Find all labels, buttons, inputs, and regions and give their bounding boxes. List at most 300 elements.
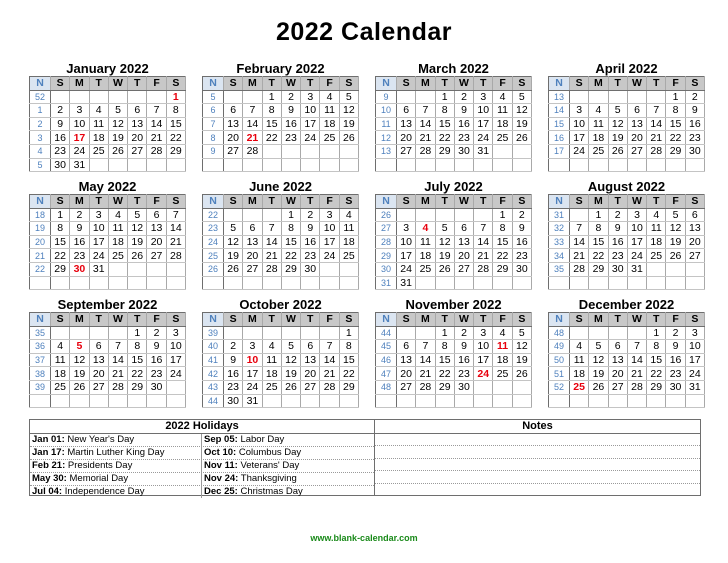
day-cell[interactable]: 23 (608, 249, 627, 263)
day-cell[interactable]: 7 (320, 340, 339, 354)
day-cell[interactable]: 31 (627, 262, 646, 276)
day-cell[interactable]: 8 (666, 104, 685, 118)
day-cell[interactable]: 14 (474, 235, 493, 249)
day-cell[interactable]: 18 (89, 131, 108, 145)
day-cell[interactable]: 13 (243, 235, 262, 249)
day-cell[interactable]: 24 (474, 367, 493, 381)
day-cell[interactable]: 30 (685, 144, 704, 158)
day-cell[interactable]: 5 (281, 340, 300, 354)
day-cell[interactable]: 5 (435, 222, 454, 236)
day-cell[interactable]: 4 (493, 326, 512, 340)
day-cell[interactable]: 17 (570, 131, 589, 145)
day-cell[interactable]: 2 (51, 104, 70, 118)
day-cell[interactable]: 24 (89, 249, 108, 263)
day-cell[interactable]: 14 (108, 353, 127, 367)
day-cell[interactable]: 21 (320, 367, 339, 381)
day-cell[interactable]: 18 (262, 367, 281, 381)
day-cell[interactable]: 22 (51, 249, 70, 263)
day-cell[interactable]: 11 (416, 235, 435, 249)
day-cell[interactable]: 8 (339, 340, 358, 354)
day-cell[interactable]: 16 (281, 117, 300, 131)
day-cell[interactable]: 3 (474, 90, 493, 104)
day-cell[interactable]: 3 (627, 208, 646, 222)
day-cell[interactable]: 23 (70, 249, 89, 263)
day-cell[interactable]: 27 (89, 380, 108, 394)
day-cell[interactable]: 14 (243, 117, 262, 131)
day-cell[interactable]: 24 (301, 131, 320, 145)
day-cell[interactable]: 25 (108, 249, 127, 263)
day-cell[interactable]: 15 (493, 235, 512, 249)
day-cell[interactable]: 25 (493, 131, 512, 145)
day-cell[interactable]: 27 (397, 144, 416, 158)
day-cell[interactable]: 8 (435, 104, 454, 118)
day-cell[interactable]: 7 (166, 208, 185, 222)
day-cell[interactable]: 3 (89, 208, 108, 222)
day-cell[interactable]: 24 (685, 367, 704, 381)
day-cell[interactable]: 3 (301, 90, 320, 104)
day-cell[interactable]: 12 (512, 340, 531, 354)
day-cell[interactable]: 8 (128, 340, 147, 354)
day-cell[interactable]: 24 (474, 131, 493, 145)
day-cell[interactable]: 21 (416, 131, 435, 145)
day-cell[interactable]: 14 (570, 235, 589, 249)
day-cell[interactable]: 26 (608, 144, 627, 158)
day-cell[interactable]: 14 (262, 235, 281, 249)
day-cell[interactable]: 22 (589, 249, 608, 263)
day-cell[interactable]: 13 (627, 117, 646, 131)
day-cell[interactable]: 27 (147, 249, 166, 263)
day-cell[interactable]: 4 (320, 90, 339, 104)
day-cell[interactable]: 24 (166, 367, 185, 381)
day-cell[interactable]: 13 (224, 117, 243, 131)
day-cell[interactable]: 26 (512, 367, 531, 381)
day-cell[interactable]: 22 (166, 131, 185, 145)
day-cell[interactable]: 12 (339, 104, 358, 118)
day-cell[interactable]: 1 (339, 326, 358, 340)
day-cell[interactable]: 8 (647, 340, 666, 354)
day-cell[interactable]: 18 (647, 235, 666, 249)
day-cell[interactable]: 4 (570, 340, 589, 354)
day-cell[interactable]: 19 (512, 117, 531, 131)
day-cell[interactable]: 17 (474, 353, 493, 367)
day-cell[interactable]: 24 (627, 249, 646, 263)
day-cell[interactable]: 13 (397, 353, 416, 367)
day-cell[interactable]: 2 (301, 208, 320, 222)
day-cell[interactable]: 30 (512, 262, 531, 276)
day-cell[interactable]: 9 (301, 222, 320, 236)
day-cell[interactable]: 7 (416, 340, 435, 354)
day-cell[interactable]: 19 (224, 249, 243, 263)
day-cell[interactable]: 22 (435, 131, 454, 145)
day-cell[interactable]: 18 (493, 353, 512, 367)
day-cell[interactable]: 25 (51, 380, 70, 394)
day-cell[interactable]: 23 (454, 367, 473, 381)
day-cell[interactable]: 15 (435, 353, 454, 367)
day-cell[interactable]: 1 (435, 326, 454, 340)
day-cell[interactable]: 26 (666, 249, 685, 263)
day-cell[interactable]: 23 (685, 131, 704, 145)
day-cell[interactable]: 16 (512, 235, 531, 249)
day-cell[interactable]: 22 (339, 367, 358, 381)
day-cell[interactable]: 5 (512, 90, 531, 104)
day-cell[interactable]: 5 (589, 340, 608, 354)
day-cell[interactable]: 16 (301, 235, 320, 249)
day-cell[interactable]: 1 (128, 326, 147, 340)
day-cell[interactable]: 28 (416, 144, 435, 158)
day-cell[interactable]: 28 (108, 380, 127, 394)
day-cell[interactable]: 28 (320, 380, 339, 394)
day-cell[interactable]: 18 (493, 117, 512, 131)
day-cell[interactable]: 12 (70, 353, 89, 367)
day-cell[interactable]: 10 (627, 222, 646, 236)
day-cell[interactable]: 23 (454, 131, 473, 145)
day-cell[interactable]: 25 (89, 144, 108, 158)
day-cell[interactable]: 3 (397, 222, 416, 236)
day-cell[interactable]: 10 (474, 340, 493, 354)
day-cell[interactable]: 29 (493, 262, 512, 276)
day-cell[interactable]: 6 (685, 208, 704, 222)
day-cell[interactable]: 4 (647, 208, 666, 222)
day-cell[interactable]: 31 (474, 144, 493, 158)
day-cell[interactable]: 27 (685, 249, 704, 263)
day-cell[interactable]: 11 (51, 353, 70, 367)
day-cell[interactable]: 11 (647, 222, 666, 236)
day-cell[interactable]: 12 (589, 353, 608, 367)
day-cell[interactable]: 21 (416, 367, 435, 381)
day-cell[interactable]: 6 (608, 340, 627, 354)
day-cell[interactable]: 21 (243, 131, 262, 145)
day-cell[interactable]: 5 (608, 104, 627, 118)
day-cell[interactable]: 27 (301, 380, 320, 394)
day-cell[interactable]: 19 (108, 131, 127, 145)
day-cell[interactable]: 24 (70, 144, 89, 158)
day-cell[interactable]: 20 (627, 131, 646, 145)
day-cell[interactable]: 7 (647, 104, 666, 118)
day-cell[interactable]: 25 (570, 380, 589, 394)
day-cell[interactable]: 29 (166, 144, 185, 158)
day-cell[interactable]: 19 (589, 367, 608, 381)
day-cell[interactable]: 24 (570, 144, 589, 158)
day-cell[interactable]: 28 (147, 144, 166, 158)
day-cell[interactable]: 25 (647, 249, 666, 263)
day-cell[interactable]: 11 (89, 117, 108, 131)
day-cell[interactable]: 6 (89, 340, 108, 354)
day-cell[interactable]: 25 (320, 131, 339, 145)
day-cell[interactable]: 8 (281, 222, 300, 236)
day-cell[interactable]: 18 (570, 367, 589, 381)
day-cell[interactable]: 30 (147, 380, 166, 394)
day-cell[interactable]: 16 (666, 353, 685, 367)
day-cell[interactable]: 10 (301, 104, 320, 118)
day-cell[interactable]: 3 (70, 104, 89, 118)
day-cell[interactable]: 15 (589, 235, 608, 249)
day-cell[interactable]: 16 (608, 235, 627, 249)
notes-line[interactable] (375, 471, 700, 483)
day-cell[interactable]: 19 (435, 249, 454, 263)
day-cell[interactable]: 21 (166, 235, 185, 249)
day-cell[interactable]: 9 (454, 104, 473, 118)
day-cell[interactable]: 15 (666, 117, 685, 131)
day-cell[interactable]: 27 (608, 380, 627, 394)
day-cell[interactable]: 1 (666, 90, 685, 104)
day-cell[interactable]: 19 (339, 117, 358, 131)
day-cell[interactable]: 5 (224, 222, 243, 236)
day-cell[interactable]: 9 (685, 104, 704, 118)
day-cell[interactable]: 6 (397, 340, 416, 354)
day-cell[interactable]: 2 (608, 208, 627, 222)
day-cell[interactable]: 17 (320, 235, 339, 249)
day-cell[interactable]: 28 (474, 262, 493, 276)
day-cell[interactable]: 15 (166, 117, 185, 131)
day-cell[interactable]: 12 (281, 353, 300, 367)
day-cell[interactable]: 23 (281, 131, 300, 145)
day-cell[interactable]: 5 (339, 90, 358, 104)
day-cell[interactable]: 26 (435, 262, 454, 276)
day-cell[interactable]: 24 (320, 249, 339, 263)
day-cell[interactable]: 20 (454, 249, 473, 263)
day-cell[interactable]: 19 (128, 235, 147, 249)
day-cell[interactable]: 4 (89, 104, 108, 118)
day-cell[interactable]: 30 (666, 380, 685, 394)
day-cell[interactable]: 13 (608, 353, 627, 367)
day-cell[interactable]: 10 (166, 340, 185, 354)
day-cell[interactable]: 6 (147, 208, 166, 222)
day-cell[interactable]: 27 (128, 144, 147, 158)
day-cell[interactable]: 26 (281, 380, 300, 394)
day-cell[interactable]: 13 (454, 235, 473, 249)
day-cell[interactable]: 12 (224, 235, 243, 249)
day-cell[interactable]: 19 (512, 353, 531, 367)
day-cell[interactable]: 18 (589, 131, 608, 145)
day-cell[interactable]: 20 (89, 367, 108, 381)
day-cell[interactable]: 7 (262, 222, 281, 236)
day-cell[interactable]: 12 (666, 222, 685, 236)
day-cell[interactable]: 21 (262, 249, 281, 263)
day-cell[interactable]: 29 (339, 380, 358, 394)
day-cell[interactable]: 14 (147, 117, 166, 131)
day-cell[interactable]: 26 (339, 131, 358, 145)
day-cell[interactable]: 20 (147, 235, 166, 249)
day-cell[interactable]: 1 (262, 90, 281, 104)
day-cell[interactable]: 27 (627, 144, 646, 158)
day-cell[interactable]: 15 (339, 353, 358, 367)
day-cell[interactable]: 16 (70, 235, 89, 249)
day-cell[interactable]: 18 (108, 235, 127, 249)
day-cell[interactable]: 7 (570, 222, 589, 236)
day-cell[interactable]: 10 (570, 117, 589, 131)
notes-line[interactable] (375, 459, 700, 471)
day-cell[interactable]: 4 (493, 90, 512, 104)
day-cell[interactable]: 18 (51, 367, 70, 381)
day-cell[interactable]: 21 (627, 367, 646, 381)
day-cell[interactable]: 3 (243, 340, 262, 354)
day-cell[interactable]: 1 (435, 90, 454, 104)
day-cell[interactable]: 27 (243, 262, 262, 276)
day-cell[interactable]: 16 (147, 353, 166, 367)
day-cell[interactable]: 31 (685, 380, 704, 394)
day-cell[interactable]: 4 (416, 222, 435, 236)
day-cell[interactable]: 3 (166, 326, 185, 340)
day-cell[interactable]: 25 (339, 249, 358, 263)
day-cell[interactable]: 1 (281, 208, 300, 222)
day-cell[interactable]: 21 (474, 249, 493, 263)
day-cell[interactable]: 29 (51, 262, 70, 276)
day-cell[interactable]: 18 (320, 117, 339, 131)
day-cell[interactable]: 14 (320, 353, 339, 367)
day-cell[interactable]: 7 (108, 340, 127, 354)
day-cell[interactable]: 8 (262, 104, 281, 118)
day-cell[interactable]: 19 (666, 235, 685, 249)
day-cell[interactable]: 1 (166, 90, 185, 104)
day-cell[interactable]: 6 (128, 104, 147, 118)
day-cell[interactable]: 7 (627, 340, 646, 354)
day-cell[interactable]: 31 (89, 262, 108, 276)
day-cell[interactable]: 22 (262, 131, 281, 145)
day-cell[interactable]: 8 (435, 340, 454, 354)
day-cell[interactable]: 20 (301, 367, 320, 381)
day-cell[interactable]: 17 (243, 367, 262, 381)
day-cell[interactable]: 8 (166, 104, 185, 118)
day-cell[interactable]: 26 (108, 144, 127, 158)
day-cell[interactable]: 28 (647, 144, 666, 158)
day-cell[interactable]: 16 (51, 131, 70, 145)
day-cell[interactable]: 30 (224, 394, 243, 408)
day-cell[interactable]: 5 (666, 208, 685, 222)
day-cell[interactable]: 8 (493, 222, 512, 236)
day-cell[interactable]: 28 (166, 249, 185, 263)
day-cell[interactable]: 1 (647, 326, 666, 340)
day-cell[interactable]: 6 (243, 222, 262, 236)
day-cell[interactable]: 17 (70, 131, 89, 145)
day-cell[interactable]: 20 (397, 367, 416, 381)
day-cell[interactable]: 19 (608, 131, 627, 145)
day-cell[interactable]: 9 (608, 222, 627, 236)
day-cell[interactable]: 2 (70, 208, 89, 222)
day-cell[interactable]: 4 (339, 208, 358, 222)
day-cell[interactable]: 23 (147, 367, 166, 381)
day-cell[interactable]: 25 (589, 144, 608, 158)
day-cell[interactable]: 13 (301, 353, 320, 367)
day-cell[interactable]: 2 (666, 326, 685, 340)
day-cell[interactable]: 12 (608, 117, 627, 131)
day-cell[interactable]: 11 (262, 353, 281, 367)
day-cell[interactable]: 29 (647, 380, 666, 394)
day-cell[interactable]: 4 (262, 340, 281, 354)
day-cell[interactable]: 2 (454, 326, 473, 340)
day-cell[interactable]: 23 (512, 249, 531, 263)
notes-line[interactable] (375, 446, 700, 458)
day-cell[interactable]: 10 (70, 117, 89, 131)
day-cell[interactable]: 17 (89, 235, 108, 249)
day-cell[interactable]: 6 (301, 340, 320, 354)
day-cell[interactable]: 16 (454, 117, 473, 131)
day-cell[interactable]: 15 (281, 235, 300, 249)
day-cell[interactable]: 30 (454, 380, 473, 394)
day-cell[interactable]: 31 (243, 394, 262, 408)
day-cell[interactable]: 25 (416, 262, 435, 276)
day-cell[interactable]: 10 (685, 340, 704, 354)
day-cell[interactable]: 13 (147, 222, 166, 236)
day-cell[interactable]: 6 (627, 104, 646, 118)
day-cell[interactable]: 12 (128, 222, 147, 236)
day-cell[interactable]: 2 (224, 340, 243, 354)
day-cell[interactable]: 30 (608, 262, 627, 276)
day-cell[interactable]: 28 (416, 380, 435, 394)
day-cell[interactable]: 14 (647, 117, 666, 131)
day-cell[interactable]: 26 (512, 131, 531, 145)
day-cell[interactable]: 11 (108, 222, 127, 236)
day-cell[interactable]: 26 (589, 380, 608, 394)
day-cell[interactable]: 16 (454, 353, 473, 367)
day-cell[interactable]: 16 (685, 117, 704, 131)
day-cell[interactable]: 14 (416, 117, 435, 131)
day-cell[interactable]: 15 (647, 353, 666, 367)
day-cell[interactable]: 20 (685, 235, 704, 249)
day-cell[interactable]: 28 (262, 262, 281, 276)
footer-link[interactable]: www.blank-calendar.com (310, 533, 418, 543)
day-cell[interactable]: 3 (570, 104, 589, 118)
day-cell[interactable]: 28 (570, 262, 589, 276)
notes-line[interactable] (375, 484, 700, 495)
day-cell[interactable]: 10 (243, 353, 262, 367)
day-cell[interactable]: 9 (224, 353, 243, 367)
day-cell[interactable]: 11 (589, 117, 608, 131)
day-cell[interactable]: 21 (108, 367, 127, 381)
day-cell[interactable]: 23 (666, 367, 685, 381)
day-cell[interactable]: 2 (512, 208, 531, 222)
day-cell[interactable]: 21 (647, 131, 666, 145)
day-cell[interactable]: 24 (243, 380, 262, 394)
day-cell[interactable]: 20 (397, 131, 416, 145)
day-cell[interactable]: 25 (262, 380, 281, 394)
day-cell[interactable]: 22 (281, 249, 300, 263)
day-cell[interactable]: 19 (70, 367, 89, 381)
day-cell[interactable]: 30 (51, 158, 70, 172)
day-cell[interactable]: 27 (224, 144, 243, 158)
day-cell[interactable]: 30 (454, 144, 473, 158)
day-cell[interactable]: 29 (435, 144, 454, 158)
day-cell[interactable]: 20 (128, 131, 147, 145)
day-cell[interactable]: 31 (70, 158, 89, 172)
day-cell[interactable]: 22 (435, 367, 454, 381)
day-cell[interactable]: 1 (51, 208, 70, 222)
day-cell[interactable]: 11 (339, 222, 358, 236)
day-cell[interactable]: 28 (243, 144, 262, 158)
day-cell[interactable]: 29 (281, 262, 300, 276)
day-cell[interactable]: 11 (493, 104, 512, 118)
day-cell[interactable]: 23 (51, 144, 70, 158)
day-cell[interactable]: 9 (70, 222, 89, 236)
day-cell[interactable]: 15 (435, 117, 454, 131)
day-cell[interactable]: 29 (128, 380, 147, 394)
day-cell[interactable]: 15 (128, 353, 147, 367)
day-cell[interactable]: 3 (474, 326, 493, 340)
day-cell[interactable]: 18 (339, 235, 358, 249)
day-cell[interactable]: 11 (570, 353, 589, 367)
day-cell[interactable]: 10 (397, 235, 416, 249)
day-cell[interactable]: 21 (147, 131, 166, 145)
day-cell[interactable]: 3 (320, 208, 339, 222)
day-cell[interactable]: 23 (224, 380, 243, 394)
day-cell[interactable]: 30 (301, 262, 320, 276)
day-cell[interactable]: 14 (627, 353, 646, 367)
day-cell[interactable]: 1 (493, 208, 512, 222)
day-cell[interactable]: 7 (147, 104, 166, 118)
day-cell[interactable]: 7 (416, 104, 435, 118)
day-cell[interactable]: 2 (147, 326, 166, 340)
day-cell[interactable]: 22 (666, 131, 685, 145)
day-cell[interactable]: 29 (435, 380, 454, 394)
